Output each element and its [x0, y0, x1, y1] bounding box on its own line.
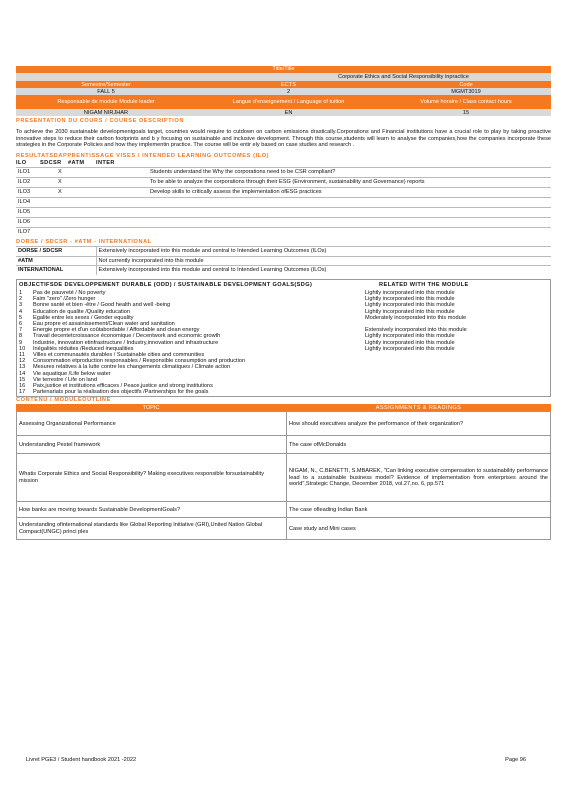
- sdg-relation: Lightly incorporated into this module: [365, 333, 455, 340]
- sdg-number: 9: [19, 339, 23, 346]
- ilo-mark: [56, 207, 148, 217]
- ilo-header-row: ILO SDCSR #ATM INTER: [16, 160, 115, 167]
- content-row: [17, 412, 551, 436]
- sdg-text: Eau propre et assainissement/Clean water and sanitation: [33, 320, 175, 327]
- sdg-number: 8: [19, 333, 23, 340]
- sdg-number: 2: [19, 296, 23, 303]
- sdg-row: [19, 389, 548, 395]
- semester-header-row: Semestre/Semester ECTS Code: [16, 81, 551, 88]
- sdg-list: [19, 290, 548, 395]
- sdg-text: Egalite entre les sexes / Gender equality: [33, 314, 134, 321]
- sdg-box: [16, 279, 551, 398]
- sdg-relation: Lightly incorporated into this module: [365, 345, 455, 352]
- ilo-id: ILO1: [16, 167, 56, 177]
- sdg-text: Pas de pauvreté / No poverty: [33, 289, 106, 296]
- dorse-title: DORSE / SDCSR - #ATM - INTERNATIONAL: [16, 239, 152, 246]
- ilo-row: [16, 187, 551, 197]
- dorse-label: #ATM: [16, 256, 96, 265]
- sdg-relation: Extensively incorporated into this module: [365, 327, 467, 334]
- ilo-id: ILO7: [16, 227, 56, 237]
- dorse-text: Not currently incorporated into this module: [96, 256, 551, 265]
- content-title: CONTENU / MODULEOUTLINE: [16, 397, 111, 404]
- sdg-number: 14: [19, 370, 26, 377]
- ilo-text: [148, 227, 551, 237]
- ilo-id: ILO5: [16, 207, 56, 217]
- content-topic: Whatis Corporate Ethics and Social Responsibility? Making executives responsible forsustainability mission: [17, 454, 287, 502]
- presentation-text: To achieve the 2030 sustainable developmentgoals target, countries would require to cutdown on carbon emissions drastically.Corporations and Financial institutions have a crucial role to play by taking proactive innovative steps to reduce their carbon footprints and b y focusing on sustainable and inclusive development. Through this course,students will learn to analyse the companies,how the companies incorporate these strategies in the Corporate Policies and how they implementin practice. The course will be entir ely based on case studies and research .: [16, 129, 551, 149]
- dorse-table: [16, 246, 551, 274]
- ilo-mark: [56, 217, 148, 227]
- sdg-number: 4: [19, 308, 23, 315]
- sdg-text: Villes et communautés durables / Sustainable cities and communities: [33, 351, 205, 358]
- sdg-number: 5: [19, 314, 23, 321]
- footer-page-number: Page 96: [505, 757, 526, 763]
- dorse-text: Extensively incorporated into this module and central to Intended Learning Outcomes (ILOs): [96, 247, 551, 256]
- dorse-row: [16, 256, 551, 265]
- sdg-text: Vie aquatique /Life below water: [33, 370, 111, 377]
- sdg-text: Partenariats pour la réalisation des objectifs /Partnerships for the goals: [33, 389, 209, 396]
- ilo-id: ILO3: [16, 187, 56, 197]
- page-footer: [26, 757, 526, 763]
- responsible-header-row: Responsable de module Module leader Langue d'enseignement / Language of tuition Volume horaire / Class contact hours: [16, 95, 551, 109]
- content-assignment: The case ofMcDonalds: [287, 436, 551, 454]
- content-topic: Understanding ofinternational standards like Global Reporting Initiative (GRI),United Nation Global Compact(UNGC) princi ples: [17, 518, 287, 540]
- sdg-number: 15: [19, 376, 26, 383]
- ilo-row: [16, 227, 551, 237]
- dorse-row: [16, 266, 551, 275]
- sdg-relation: Lightly incorporated into this module: [365, 302, 455, 309]
- ilo-row: [16, 177, 551, 187]
- sdg-number: 12: [19, 358, 26, 365]
- ilo-mark: [56, 197, 148, 207]
- semester-value-row: FALL 5 2 MGMT3019: [16, 88, 551, 95]
- sdg-text: Mesures relatives à la lutte contre les changements climatiques / Climate action: [33, 364, 231, 371]
- ilo-row: [16, 167, 551, 177]
- ilo-row: [16, 197, 551, 207]
- sdg-text: Travail decentetcroissance économique / Decentwork and economic growth: [33, 333, 221, 340]
- sdg-text: Energie propre et d'un coûtabordable / Affordable and clean energy: [33, 327, 200, 334]
- content-assignment: The case ofleading Indian Bank: [287, 502, 551, 518]
- dorse-text: Extensively incorporated into this module and central to Intended Learning Outcomes (ILOs): [96, 266, 551, 275]
- content-row: [17, 454, 551, 502]
- presentation-title: PRESENTATION DU COURS / COURSE DESCRIPTION: [16, 118, 184, 124]
- ilo-text: To be able to analyze the corporations through their ESG (Environment, sustainability and Governance) reports: [148, 177, 551, 187]
- ilo-text: [148, 197, 551, 207]
- ilo-mark: X: [56, 177, 148, 187]
- sdg-number: 7: [19, 327, 23, 334]
- ilo-mark: [56, 227, 148, 237]
- content-row: [17, 502, 551, 518]
- dorse-row: [16, 247, 551, 256]
- sdg-text: Paix,justice et institutions efficaces / Peace,justice and strong institutions: [33, 382, 213, 389]
- ilo-mark: X: [56, 187, 148, 197]
- footer-handbook: Livret PGE3 / Student handbook 2021 -2022: [26, 757, 137, 763]
- sdg-text: Industrie, innovation etinfrastructure / Industry,innovation and infrastructure: [33, 339, 219, 346]
- ilo-mark: X: [56, 167, 148, 177]
- content-topic: Understanding Pestel framework: [17, 436, 287, 454]
- sdg-text: Consommation etproduction responsables / Responsible consumption and production: [33, 358, 246, 365]
- course-title: Corporate Ethics and Social Responsibility inpractice: [16, 73, 551, 81]
- sdg-text: Bonne santé et bien -être / Good health and well -being: [33, 302, 171, 309]
- ilo-row: [16, 207, 551, 217]
- sdg-number: 3: [19, 302, 23, 309]
- sdg-number: 13: [19, 364, 26, 371]
- sdg-number: 17: [19, 389, 26, 396]
- ilo-id: ILO6: [16, 217, 56, 227]
- content-table: [16, 411, 551, 540]
- sdg-number: 10: [19, 345, 26, 352]
- content-assignment: Case study and Mini cases: [287, 518, 551, 540]
- responsible-value-row: NIGAM NIRJHAR EN 15: [16, 109, 551, 116]
- sdg-text: Vie terrestre / Life on land: [33, 376, 97, 383]
- sdg-text: Education de qualite /Quality education: [33, 308, 131, 315]
- sdg-number: 6: [19, 320, 23, 327]
- ilo-id: ILO2: [16, 177, 56, 187]
- sdg-text: Inégalités réduites /Reduced inequalities: [33, 345, 134, 352]
- sdg-number: 11: [19, 351, 25, 358]
- content-topic: Assessing Organizational Performance: [17, 412, 287, 436]
- sdg-relation: Lightly incorporated into this module: [365, 296, 455, 303]
- ilo-table: [16, 167, 551, 238]
- sdg-relation: Lightly incorporated into this module: [365, 289, 455, 296]
- dorse-label: DORSE / SDCSR: [16, 247, 96, 256]
- content-assignment: NIGAM, N., C.BENETTI, S.MBAREK, "Can linking executive compensation to sustainability performance lead to a sustainable business model? Evidence of implementation from enterprises around the world",Strategic Change, December 2018, vol.27,no. 6, pp.571: [287, 454, 551, 502]
- ilo-text: [148, 217, 551, 227]
- dorse-label: INTERNATIONAL: [16, 266, 96, 275]
- sdg-relation: Moderately incorporated into this module: [365, 314, 467, 321]
- sdg-text: Faim "zero" /Zero hunger: [33, 296, 96, 303]
- title-label-bar: Title/Title: [16, 66, 551, 73]
- sdg-number: 16: [19, 382, 26, 389]
- ilo-text: [148, 207, 551, 217]
- handbook-page: [16, 66, 551, 540]
- ilo-text: Develop skills to critically assess the implementation ofESG practices: [148, 187, 551, 197]
- ilo-id: ILO4: [16, 197, 56, 207]
- content-topic: How banks are moving towards Sustainable DevelopmentGoals?: [17, 502, 287, 518]
- sdg-relation: Lightly incorporated into this module: [365, 308, 455, 315]
- sdg-relation: Lightly incorporated into this module: [365, 339, 455, 346]
- ilo-text: Students understand the Why the corporations need to be CSR compliant?: [148, 167, 551, 177]
- content-row: [17, 436, 551, 454]
- sdg-number: 1: [19, 289, 23, 296]
- content-row: [17, 518, 551, 540]
- content-assignment: How should executives analyze the performance of their organization?: [287, 412, 551, 436]
- sdg-header: OBJECTIFSDE DEVELOPPEMENT DURABLE (ODD) / SUSTAINABLE DEVELOPMENT GOALS(SDG) RELATED WITH THE MODULE: [19, 281, 469, 288]
- ilo-row: [16, 217, 551, 227]
- content-header-row: TOPIC ASSIGNMENTS & READINGS: [16, 404, 551, 411]
- ilo-title: RESULTATSDAPPRENTISSAGE VISES / INTENDED LEARNING OUTCOMES (ILO): [16, 152, 270, 159]
